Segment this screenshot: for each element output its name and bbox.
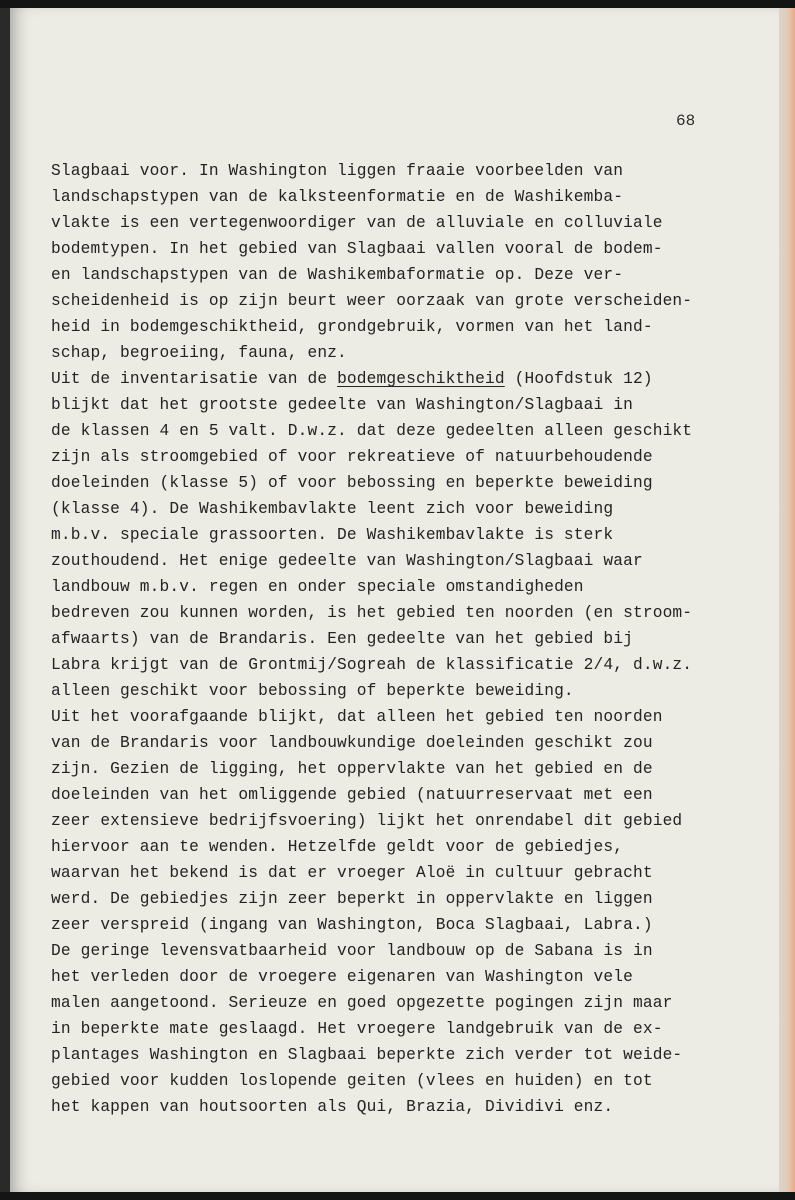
text-line: zouthoudend. Het enige gedeelte van Washington/Slagbaai waar (51, 552, 643, 570)
text-line: doeleinden van het omliggende gebied (natuurreservaat met een (51, 786, 653, 804)
line-segment: (Hoofdstuk 12) (504, 370, 653, 388)
text-line: malen aangetoond. Serieuze en goed opgezette pogingen zijn maar (51, 994, 673, 1012)
text-line: bodemtypen. In het gebied van Slagbaai vallen vooral de bodem- (51, 240, 663, 258)
text-line: Uit het voorafgaande blijkt, dat alleen het gebied ten noorden (51, 708, 663, 726)
line-segment: Uit de inventarisatie van de (51, 370, 338, 388)
text-line: (klasse 4). De Washikembavlakte leent zich voor beweiding (51, 500, 614, 518)
text-line: vlakte is een vertegenwoordiger van de alluviale en colluviale (51, 214, 663, 232)
scan-top-border (0, 0, 795, 8)
text-line: werd. De gebiedjes zijn zeer beperkt in oppervlakte en liggen (51, 890, 653, 908)
document-page (10, 8, 781, 1192)
text-line: blijkt dat het grootste gedeelte van Washington/Slagbaai in (51, 396, 633, 414)
underlined-term: bodemgeschiktheid (337, 370, 505, 388)
text-line: alleen geschikt voor bebossing of beperkte beweiding. (51, 682, 574, 700)
text-line: m.b.v. speciale grassoorten. De Washikembavlakte is sterk (51, 526, 614, 544)
text-line: de klassen 4 en 5 valt. D.w.z. dat deze gedeelten alleen geschikt (51, 422, 693, 440)
text-line: hiervoor aan te wenden. Hetzelfde geldt voor de gebiedjes, (51, 838, 624, 856)
text-line: doeleinden (klasse 5) of voor bebossing en beperkte beweiding (51, 474, 653, 492)
text-line: het kappen van houtsoorten als Qui, Brazia, Dividivi enz. (51, 1098, 614, 1116)
text-line: Slagbaai voor. In Washington liggen fraaie voorbeelden van (51, 162, 624, 180)
text-line: afwaarts) van de Brandaris. Een gedeelte van het gebied bij (51, 630, 633, 648)
text-line: scheidenheid is op zijn beurt weer oorzaak van grote verscheiden- (51, 292, 693, 310)
text-line: zeer extensieve bedrijfsvoering) lijkt het onrendabel dit gebied (51, 812, 683, 830)
body-text (51, 158, 741, 1120)
text-line: landbouw m.b.v. regen en onder speciale omstandigheden (51, 578, 584, 596)
text-line: het verleden door de vroegere eigenaren van Washington vele (51, 968, 633, 986)
text-line: en landschapstypen van de Washikembaformatie op. Deze ver- (51, 266, 624, 284)
text-line: schap, begroeiing, fauna, enz. (51, 344, 347, 362)
scan-bottom-border (0, 1192, 795, 1200)
text-line: landschapstypen van de kalksteenformatie en de Washikemba- (51, 188, 624, 206)
text-line: heid in bodemgeschiktheid, grondgebruik, vormen van het land- (51, 318, 653, 336)
text-line: gebied voor kudden loslopende geiten (vlees en huiden) en tot (51, 1072, 653, 1090)
text-line: zijn als stroomgebied of voor rekreatieve of natuurbehoudende (51, 448, 653, 466)
text-line-with-underline (51, 366, 741, 392)
page-edge (779, 8, 795, 1192)
page-number: 68 (676, 112, 696, 130)
text-line: Labra krijgt van de Grontmij/Sogreah de klassificatie 2/4, d.w.z. (51, 656, 693, 674)
text-line: zijn. Gezien de ligging, het oppervlakte van het gebied en de (51, 760, 653, 778)
text-line: plantages Washington en Slagbaai beperkte zich verder tot weide- (51, 1046, 683, 1064)
text-line: zeer verspreid (ingang van Washington, Boca Slagbaai, Labra.) (51, 916, 653, 934)
text-line: waarvan het bekend is dat er vroeger Aloë in cultuur gebracht (51, 864, 653, 882)
text-line: bedreven zou kunnen worden, is het gebied ten noorden (en stroom- (51, 604, 693, 622)
text-line: in beperkte mate geslaagd. Het vroegere landgebruik van de ex- (51, 1020, 663, 1038)
text-line: De geringe levensvatbaarheid voor landbouw op de Sabana is in (51, 942, 653, 960)
text-line: van de Brandaris voor landbouwkundige doeleinden geschikt zou (51, 734, 653, 752)
